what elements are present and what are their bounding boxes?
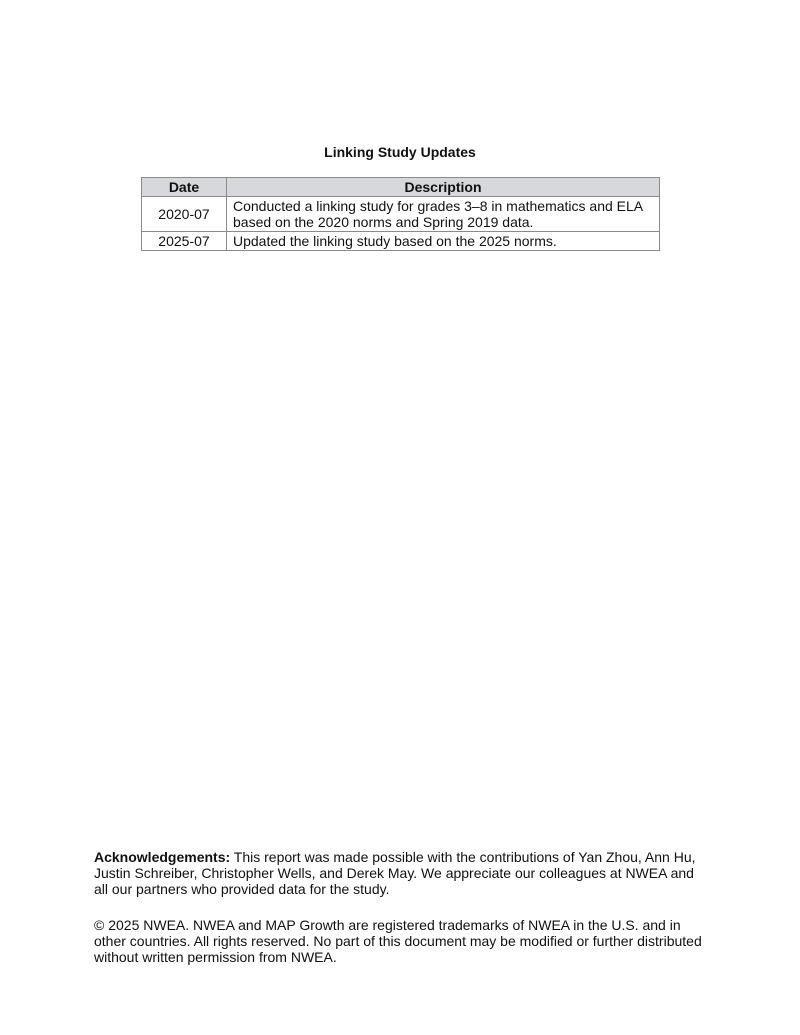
date-cell: 2020-07: [142, 197, 227, 232]
table-title: Linking Study Updates: [324, 144, 476, 160]
description-cell: Conducted a linking study for grades 3–8 in mathematics and ELA based on the 2020 norms and Spring 2019 data.: [227, 197, 660, 232]
table-row: [142, 197, 660, 232]
acknowledgements-label: Acknowledgements:: [94, 849, 231, 865]
copyright-notice: © 2025 NWEA. NWEA and MAP Growth are registered trademarks of NWEA in the U.S. and in other countries. All rights reserved. No part of this document may be modified or further distributed without written permission from NWEA.: [94, 917, 702, 965]
table-row: [142, 232, 660, 251]
acknowledgements-paragraph: [94, 849, 704, 897]
table-header-row: [142, 178, 660, 197]
acknowledgements-text: This report was made possible with the contributions of Yan Zhou, Ann Hu, Justin Schreiber, Christopher Wells, and Derek May. We appreciate our colleagues at NWEA and all our partners who provided data for the study.: [94, 849, 696, 897]
column-header-date: Date: [142, 178, 227, 197]
linking-study-updates-table: [141, 177, 660, 251]
column-header-description: Description: [227, 178, 660, 197]
date-cell: 2025-07: [142, 232, 227, 251]
description-cell: Updated the linking study based on the 2025 norms.: [227, 232, 660, 251]
